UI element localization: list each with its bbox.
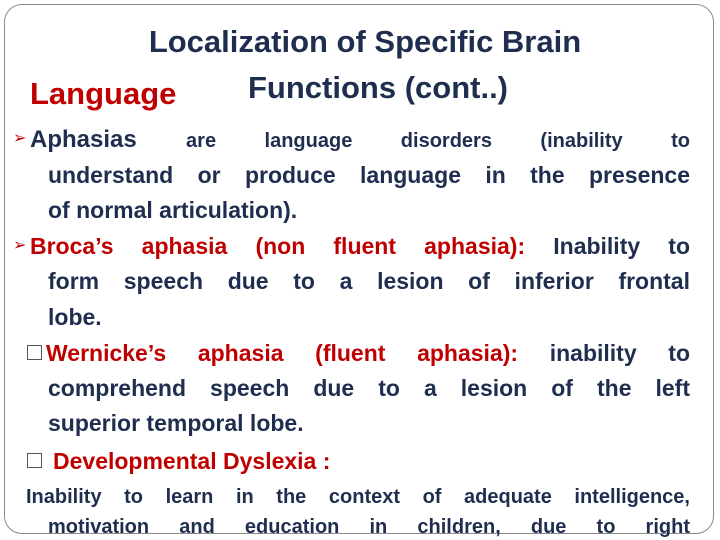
dyslexia-term: Developmental Dyslexia : <box>53 448 331 474</box>
slide-title-line2: Functions (cont..) <box>247 70 509 105</box>
broca-line2: form speech due to a lesion of inferior frontal <box>48 268 690 294</box>
checkbox-bullet-icon <box>27 453 42 468</box>
broca-line1-rest: Inability to <box>553 233 690 259</box>
wernicke-line1 <box>46 342 690 365</box>
wernicke-line3: superior temporal lobe. <box>48 410 304 436</box>
wernicke-line2: comprehend speech due to a lesion of the left <box>48 375 690 401</box>
section-subtitle: Language <box>30 76 177 111</box>
dyslexia-line2: motivation and education in children, due to right <box>48 516 690 538</box>
aphasias-line1-rest: are language disorders (inability to <box>186 130 691 152</box>
aphasias-line3: of normal articulation). <box>48 197 298 223</box>
slide-title-line1: Localization of Specific Brain <box>148 24 582 59</box>
right-arrow-bullet-icon: ➢ <box>13 237 27 254</box>
wernicke-line1-rest: inability to <box>549 340 691 366</box>
dyslexia-line1: Inability to learn in the context of adequate intelligence, <box>26 486 690 508</box>
checkbox-bullet-icon <box>27 345 42 360</box>
right-arrow-bullet-icon: ➢ <box>13 130 27 147</box>
broca-line3: lobe. <box>48 304 102 330</box>
aphasias-line1 <box>30 128 690 152</box>
aphasias-term: Aphasias <box>30 126 137 153</box>
broca-line1 <box>30 235 690 258</box>
wernicke-term: Wernicke’s aphasia (fluent aphasia): <box>46 340 519 366</box>
broca-term: Broca’s aphasia (non fluent aphasia): <box>30 233 526 259</box>
aphasias-line2: understand or produce language in the presence <box>48 162 690 188</box>
